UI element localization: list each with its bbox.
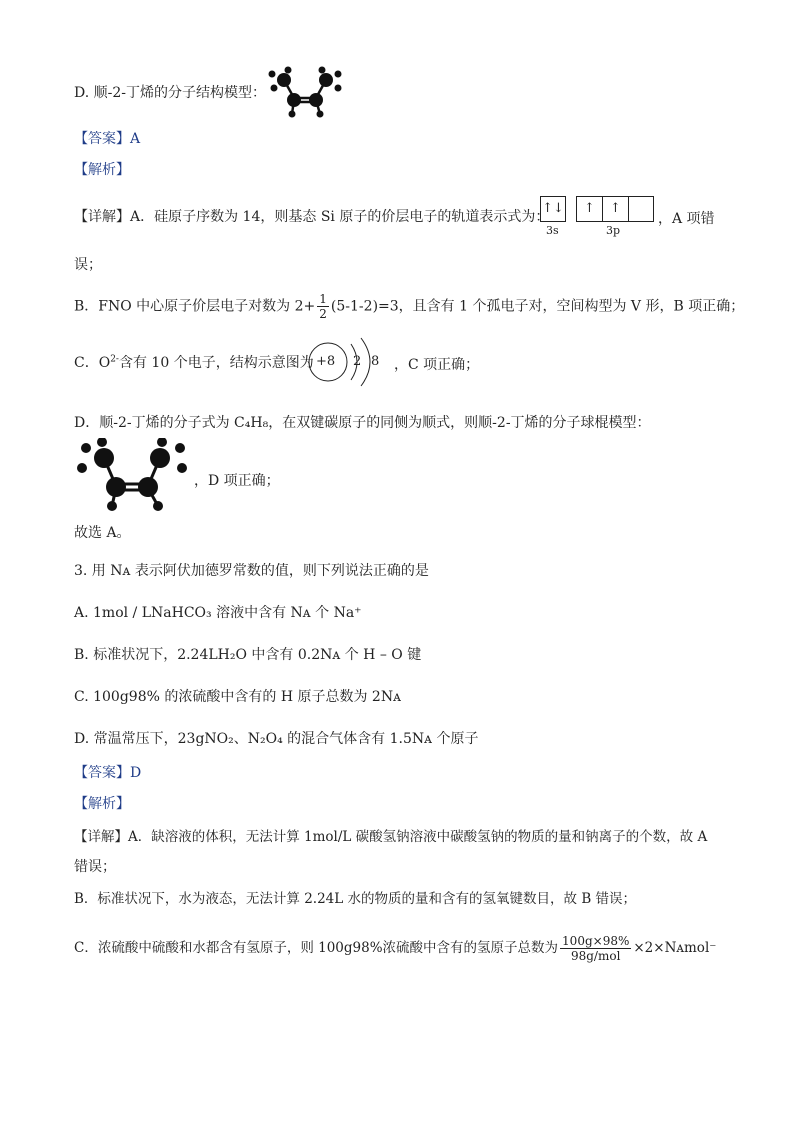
detail-a-line: [74, 208, 549, 226]
frac2-num: 100g×98%: [562, 934, 630, 948]
detail-c-mid: 含有 10 个电子，结构示意图为: [118, 355, 314, 371]
detail-d-line: D．顺-2-丁烯的分子式为 C₄H₈，在双键碳原子的同侧为顺式，则顺-2-丁烯的分子球棍模型：: [74, 415, 651, 431]
question-3-option-d: D. 常温常压下，23gNO₂、N₂O₄ 的混合气体含有 1.5Nᴀ 个原子: [74, 731, 479, 747]
orbital-3p-boxes: [576, 196, 654, 222]
label-3p: 3p: [606, 224, 621, 237]
cis-2-butene-model-small: [262, 66, 350, 120]
detail-c-line: [74, 354, 314, 372]
detail2-a: 【详解】A．缺溶液的体积，无法计算 1mol/L 碳酸氢钠溶液中碳酸氢钠的物质的量和钠离子的个数，故 A: [74, 829, 708, 845]
orbital-diagram: [540, 196, 656, 238]
frac2-den: 98g/mol: [570, 949, 621, 963]
detail-b-pre: B．FNO 中心原子价层电子对数为 2+: [74, 298, 316, 315]
option-d-line: [74, 84, 266, 102]
question-3-option-b: B. 标准状况下，2.24LH₂O 中含有 0.2Nᴀ 个 H – O 键: [74, 647, 422, 663]
detail2-a-cont: 错误；: [74, 859, 116, 875]
detail2-c-post: ×2×Nᴀmol⁻: [633, 940, 717, 956]
analysis-1: 【解析】: [74, 162, 130, 178]
shell-2: 8: [371, 354, 380, 369]
frac-den: 2: [319, 307, 327, 321]
answer-2: 【答案】D: [74, 765, 142, 781]
detail-a-post: ，A 项错: [658, 211, 715, 227]
question-3: 3. 用 Nᴀ 表示阿伏加德罗常数的值，则下列说法正确的是: [74, 563, 429, 579]
choose-answer: 故选 A。: [74, 525, 131, 541]
question-3-option-a: A. 1mol / LNaHCO₃ 溶液中含有 Nᴀ 个 Na⁺: [74, 605, 362, 621]
label-3s: 3s: [546, 224, 559, 237]
analysis-2: 【解析】: [74, 796, 130, 812]
oxygen-ion-diagram: [307, 336, 397, 388]
detail-c-post: ，C 项正确；: [394, 357, 480, 373]
detail2-b: B．标准状况下，水为液态，无法计算 2.24L 水的物质的量和含有的氢氧键数目，故 B 错误；: [74, 891, 637, 907]
detail-b-line: [74, 292, 744, 321]
shell-1: 2: [353, 354, 362, 369]
detail-c-pre: C．O: [74, 355, 111, 371]
orbital-3s-box: ↑↓: [540, 196, 566, 222]
detail-d-post: ，D 项正确；: [194, 473, 280, 489]
option-d-text: D. 顺-2-丁烯的分子结构模型：: [74, 85, 266, 101]
detail2-c-pre: C．浓硫酸中硫酸和水都含有氢原子，则 100g98%浓硫酸中含有的氢原子总数为: [74, 940, 559, 956]
orbital-3p-1: ↑: [577, 197, 603, 221]
ion-charge: 2-: [110, 354, 119, 365]
answer-1: 【答案】A: [74, 131, 141, 147]
detail-a-pre: 【详解】A．硅原子序数为 14，则基态 Si 原子的价层电子的轨道表示式为：: [74, 209, 550, 225]
detail-b-post: (5-1-2)=3，且含有 1 个孤电子对，空间构型为 V 形，B 项正确；: [330, 298, 745, 315]
fraction-half: [317, 292, 329, 321]
cis-2-butene-model-large: [74, 438, 192, 512]
frac-num: 1: [319, 292, 327, 306]
orbital-3p-2: ↑: [603, 197, 629, 221]
question-3-option-c: C. 100g98% 的浓硫酸中含有的 H 原子总数为 2Nᴀ: [74, 689, 401, 705]
nucleus-charge: +8: [316, 354, 336, 369]
detail2-c-line: [74, 934, 716, 963]
mass-fraction: [560, 934, 631, 963]
detail-a-cont: 误；: [74, 257, 102, 273]
